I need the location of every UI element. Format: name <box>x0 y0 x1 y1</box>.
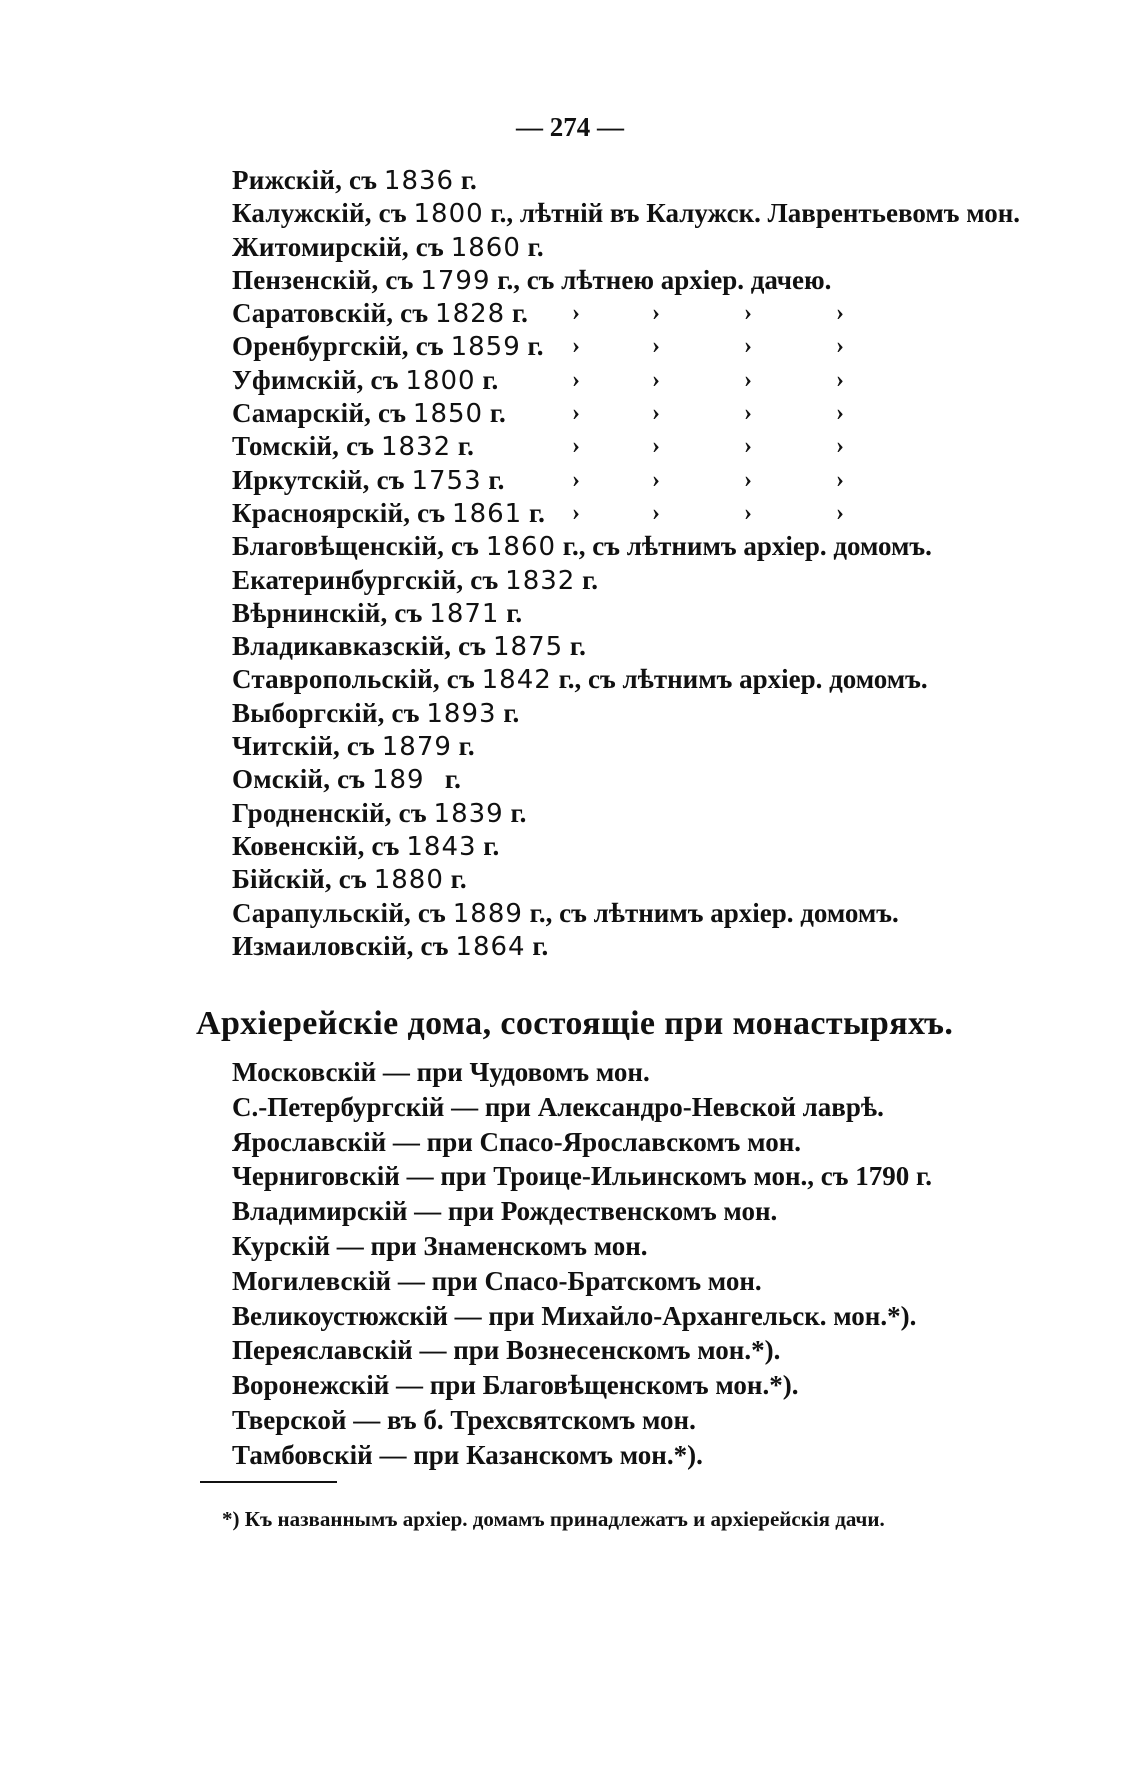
ditto-mark: › <box>836 333 844 360</box>
section-heading: Архіерейскіе дома, состоящіе при монастыряхъ. <box>196 1005 954 1042</box>
item-name: Владикавказскій, съ <box>232 631 487 662</box>
page-number: — 274 — <box>516 112 624 142</box>
item-year: 1839 <box>433 798 504 829</box>
list-item <box>232 197 1092 230</box>
item-rest: г. <box>506 597 523 628</box>
list-item <box>232 231 1092 264</box>
item-rest: г. <box>489 398 506 429</box>
ditto-mark: › <box>744 466 752 493</box>
ditto-mark: › <box>836 400 844 427</box>
list-item <box>232 297 1092 330</box>
item-name: Рижскій, съ <box>232 165 378 195</box>
ditto-mark: › <box>572 466 580 493</box>
item-name: Бійскій, съ <box>232 864 367 895</box>
footnote: *) Къ названнымъ архіер. домамъ принадлежатъ и архіерейскія дачи. <box>222 1507 885 1531</box>
item-year: 1860 <box>485 532 557 563</box>
item-name: Екатеринбургскій, съ <box>232 564 499 595</box>
item-name: Гродненскій, съ <box>232 797 427 828</box>
item-rest: г. <box>527 231 544 262</box>
list-item <box>232 863 1092 896</box>
item-year: 1880 <box>373 865 444 896</box>
list-item: Черниговскій — при Троице-Ильинскомъ мон., съ 1790 г. <box>232 1161 932 1192</box>
list-item <box>232 597 1092 630</box>
list-item <box>232 397 1092 430</box>
item-year: 1800 <box>413 199 484 230</box>
item-rest: г., съ лѣтнею архіер. дачею. <box>497 264 832 295</box>
item-rest: г. <box>457 431 474 462</box>
list-item <box>232 897 1092 930</box>
item-name: Ставропольскій, съ <box>232 664 475 695</box>
item-year: 1843 <box>406 831 477 862</box>
item-name: Читскій, съ <box>232 731 375 762</box>
ditto-mark: › <box>652 300 660 327</box>
item-rest: г., съ лѣтнимъ архіер. домомъ. <box>562 531 932 562</box>
ditto-mark: › <box>744 400 752 427</box>
list-item: Воронежскій — при Благовѣщенскомъ мон.*). <box>232 1370 799 1401</box>
item-rest: г., съ лѣтнимъ архіер. домомъ. <box>558 664 928 695</box>
ditto-mark: › <box>572 433 580 460</box>
residence-list <box>232 164 1092 963</box>
list-item <box>232 497 1092 530</box>
item-rest: г. <box>458 731 475 762</box>
list-item <box>232 763 1092 796</box>
ditto-mark: › <box>652 366 660 393</box>
item-rest: г. <box>528 497 545 528</box>
list-item <box>232 430 1092 463</box>
ditto-mark: › <box>572 333 580 360</box>
item-name: Самарскій, съ <box>232 398 407 429</box>
item-name: Томскій, съ <box>232 431 375 462</box>
ditto-mark: › <box>652 433 660 460</box>
list-item: Могилевскій — при Спасо-Братскомъ мон. <box>232 1265 762 1296</box>
ditto-mark: › <box>744 300 752 327</box>
item-year: 1800 <box>405 365 476 396</box>
item-rest: г. <box>510 797 527 828</box>
item-name: Сарапульскій, съ <box>232 897 446 928</box>
item-name: Иркутскій, съ <box>232 464 405 495</box>
item-rest: г. <box>460 165 477 195</box>
item-year: 189 <box>371 765 425 796</box>
list-item: Курскій — при Знаменскомъ мон. <box>232 1230 648 1261</box>
item-rest: г. <box>532 930 549 961</box>
item-name: Саратовскій, съ <box>232 298 429 329</box>
ditto-mark: › <box>836 300 844 327</box>
list-item: Тверской — въ б. Трехсвятскомъ мон. <box>232 1404 696 1435</box>
list-item <box>232 264 1092 297</box>
list-item: Переяславскій — при Вознесенскомъ мон.*). <box>232 1335 781 1366</box>
ditto-mark: › <box>836 366 844 393</box>
item-rest: г. <box>444 764 461 795</box>
list-item <box>232 797 1092 830</box>
list-item: Владимирскій — при Рождественскомъ мон. <box>232 1196 778 1227</box>
item-name: Калужскій, съ <box>232 198 407 229</box>
ditto-mark: › <box>744 499 752 526</box>
footnote-divider <box>200 1481 337 1483</box>
item-name: Ковенскій, съ <box>232 830 400 861</box>
list-item <box>232 663 1092 696</box>
item-rest: г. <box>483 830 500 861</box>
item-rest: г. <box>527 331 544 362</box>
list-item <box>232 364 1092 397</box>
item-rest: г. <box>450 864 467 895</box>
list-item <box>232 530 1092 563</box>
ditto-mark: › <box>652 499 660 526</box>
list-item <box>232 930 1092 963</box>
list-item <box>232 730 1092 763</box>
item-rest: г. <box>569 631 586 662</box>
item-rest: г., съ лѣтнимъ архіер. домомъ. <box>529 897 899 928</box>
item-year: 1879 <box>381 732 452 763</box>
list-item: Московскій — при Чудовомъ мон. <box>232 1057 650 1087</box>
list-item <box>232 330 1092 363</box>
item-year: 1799 <box>420 265 491 296</box>
item-name: Житомирскій, съ <box>232 231 444 262</box>
list-item: Тамбовскій — при Казанскомъ мон.*). <box>232 1439 703 1470</box>
ditto-mark: › <box>744 333 752 360</box>
list-item <box>232 564 1092 597</box>
item-year: 1893 <box>426 698 497 729</box>
item-year: 1861 <box>452 498 523 529</box>
item-year: 1832 <box>505 565 576 596</box>
ditto-mark: › <box>744 433 752 460</box>
item-name: Омскій, съ <box>232 764 366 795</box>
ditto-mark: › <box>572 366 580 393</box>
item-rest: г. <box>482 364 499 395</box>
item-rest: г. <box>488 464 505 495</box>
list-item <box>232 464 1092 497</box>
item-year: 1753 <box>411 465 482 496</box>
list-item: Великоустюжскій — при Михайло-Архангельск. мон.*). <box>232 1300 917 1331</box>
ditto-mark: › <box>652 400 660 427</box>
item-year: 1864 <box>455 931 526 962</box>
item-year: 1836 <box>383 166 455 196</box>
list-item <box>232 830 1092 863</box>
item-name: Красноярскій, съ <box>232 497 446 528</box>
item-name: Оренбургскій, съ <box>232 331 444 362</box>
ditto-mark: › <box>836 433 844 460</box>
list-item: С.-Петербургскій — при Александро-Невской лаврѣ. <box>232 1091 884 1122</box>
item-year: 1842 <box>481 665 552 696</box>
item-year: 1871 <box>429 598 500 629</box>
item-name: Вѣрнинскій, съ <box>232 597 423 628</box>
item-year: 1889 <box>452 898 523 929</box>
item-year: 1860 <box>450 232 521 263</box>
ditto-mark: › <box>572 400 580 427</box>
ditto-mark: › <box>652 466 660 493</box>
item-rest: г. <box>582 564 599 595</box>
list-item: Ярославскій — при Спасо-Ярославскомъ мон. <box>232 1126 802 1157</box>
list-item <box>232 630 1092 663</box>
ditto-mark: › <box>652 333 660 360</box>
item-year: 1875 <box>492 632 564 663</box>
item-year: 1850 <box>412 399 484 430</box>
item-name: Пензенскій, съ <box>232 264 414 295</box>
item-year: 1832 <box>380 432 452 463</box>
item-name: Благовѣщенскій, съ <box>232 531 480 562</box>
ditto-mark: › <box>744 366 752 393</box>
list-item <box>232 697 1092 730</box>
item-year: 1828 <box>435 299 506 330</box>
item-year: 1859 <box>450 332 521 363</box>
list-item <box>232 164 1092 197</box>
item-rest: г., лѣтній въ Калужск. Лаврентьевомъ мон. <box>490 198 1021 229</box>
ditto-mark: › <box>836 466 844 493</box>
item-name: Измаиловскій, съ <box>232 930 449 961</box>
item-name: Выборгскій, съ <box>232 697 420 728</box>
item-rest: г. <box>511 298 528 329</box>
monastery-list <box>232 1055 1092 1473</box>
ditto-mark: › <box>572 300 580 327</box>
item-name: Уфимскій, съ <box>232 364 399 395</box>
ditto-mark: › <box>836 499 844 526</box>
ditto-mark: › <box>572 499 580 526</box>
item-rest: г. <box>503 697 520 728</box>
